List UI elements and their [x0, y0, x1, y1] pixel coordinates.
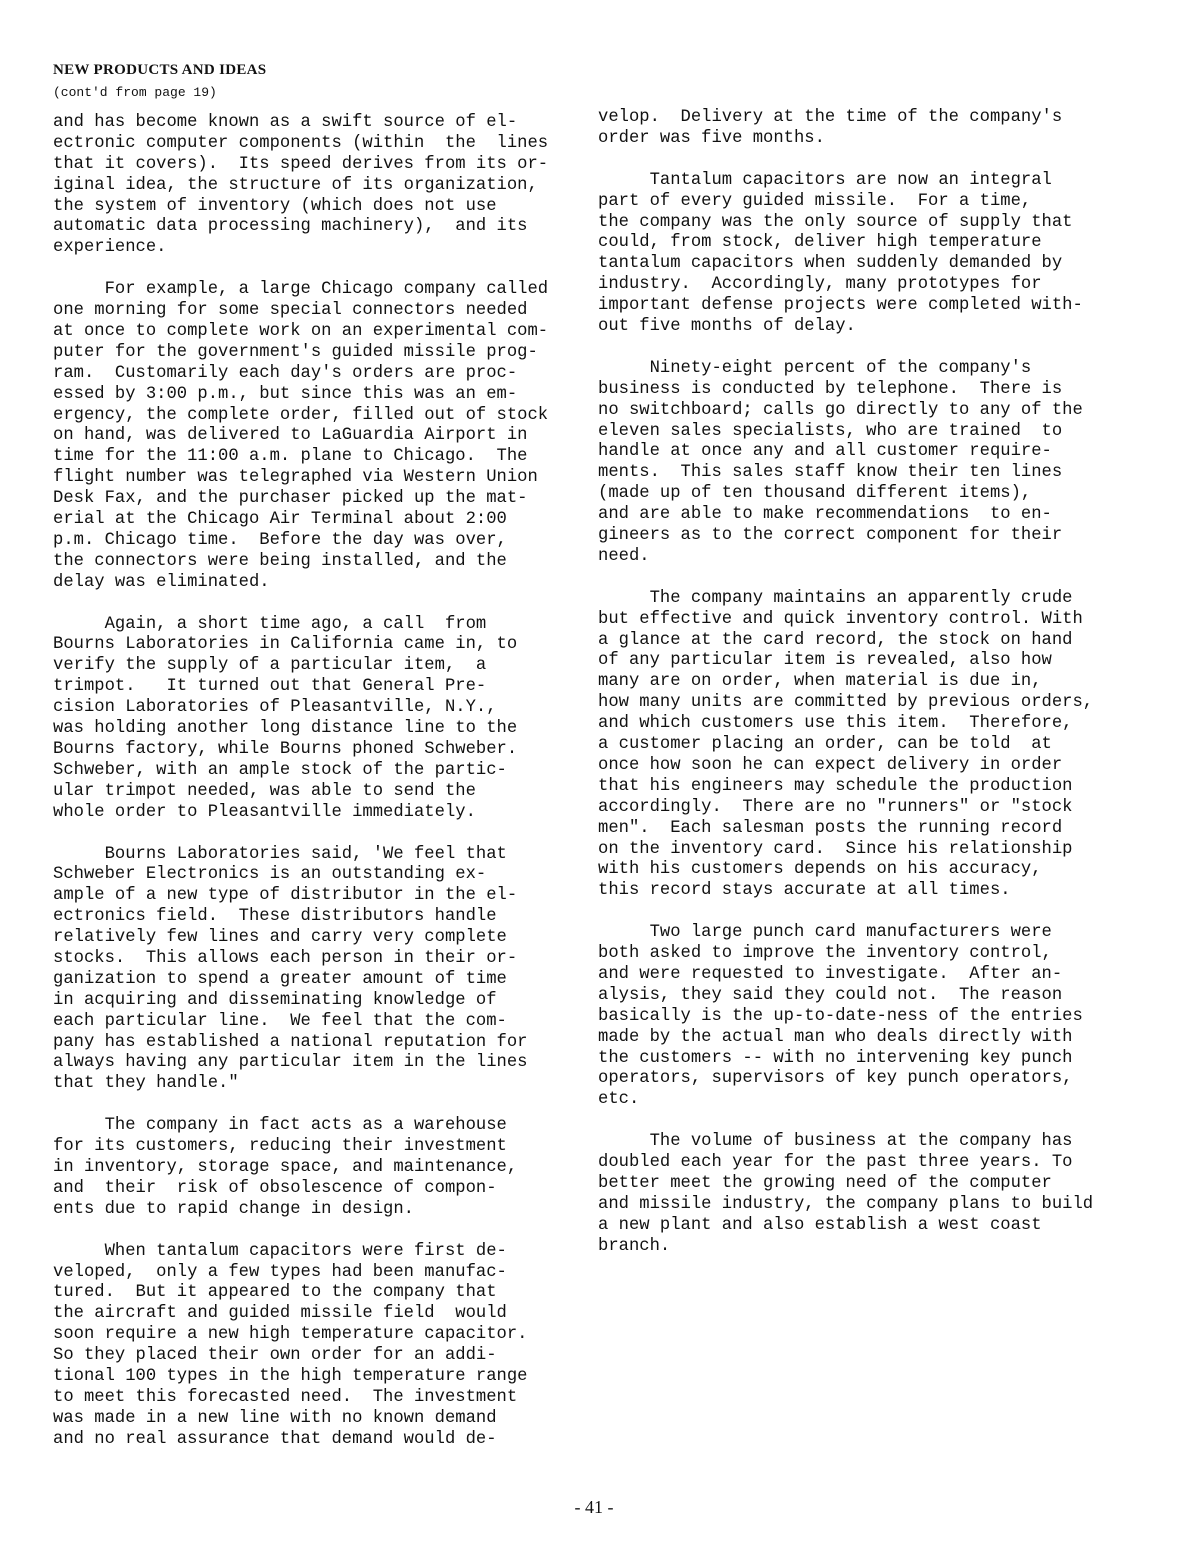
section-title: NEW PRODUCTS AND IDEAS — [53, 62, 267, 78]
text-line: a customer placing an order, can be told at — [598, 735, 1052, 755]
paragraph — [598, 171, 1128, 338]
text-line: Schweber Electronics is an outstanding ex- — [53, 865, 487, 885]
text-line: Bourns Laboratories in California came in, to — [53, 635, 518, 655]
text-line: the connectors were being installed, and the — [53, 551, 507, 571]
text-line: puter for the government's guided missile prog- — [53, 342, 538, 362]
text-line: Bourns factory, while Bourns phoned Schweber. — [53, 739, 518, 759]
paragraph — [598, 923, 1128, 1111]
text-line: industry. Accordingly, many prototypes for — [598, 275, 1042, 295]
text-line: many are on order, when material is due in, — [598, 672, 1042, 692]
text-line: stocks. This allows each person in their or- — [53, 948, 518, 968]
text-line: ganization to spend a greater amount of time — [53, 969, 507, 989]
text-line: automatic data processing machinery), and its — [53, 217, 528, 237]
text-line: but effective and quick inventory control. With — [598, 609, 1083, 629]
continued-note: (cont'd from page 19) — [53, 85, 217, 100]
text-line: and their risk of obsolescence of compon- — [53, 1178, 497, 1198]
text-line: ents due to rapid change in design. — [53, 1199, 414, 1219]
paragraph — [598, 108, 1128, 150]
text-line: with his customers depends on his accuracy, — [598, 860, 1042, 880]
text-line: flight number was telegraphed via Western Union — [53, 468, 538, 488]
text-line: need. — [598, 546, 650, 566]
text-line: and are able to make recommendations to en- — [598, 505, 1052, 525]
paragraph — [53, 845, 573, 1096]
text-line: iginal idea, the structure of its organization, — [53, 175, 538, 195]
text-line: verify the supply of a particular item, a — [53, 656, 487, 676]
text-line: trimpot. It turned out that General Pre- — [53, 677, 487, 697]
text-line: was made in a new line with no known demand — [53, 1408, 497, 1428]
text-line: The volume of business at the company has — [598, 1132, 1073, 1152]
text-line: branch. — [598, 1236, 671, 1256]
text-line: ectronic computer components (within the lines — [53, 133, 549, 153]
paragraph — [53, 1116, 573, 1220]
text-line: operators, supervisors of key punch operators, — [598, 1069, 1073, 1089]
paragraph — [598, 589, 1128, 902]
text-line: tantalum capacitors when suddenly demanded by — [598, 254, 1063, 274]
text-line: eleven sales specialists, who are trained to — [598, 421, 1063, 441]
text-line: on hand, was delivered to LaGuardia Airport in — [53, 426, 528, 446]
text-line: The company maintains an apparently crude — [598, 588, 1073, 608]
text-line: p.m. Chicago time. Before the day was over, — [53, 530, 507, 550]
text-line: was holding another long distance line to the — [53, 719, 518, 739]
text-line: that it covers). Its speed derives from its or- — [53, 154, 549, 174]
text-line: alysis, they said they could not. The reason — [598, 985, 1063, 1005]
text-line: erial at the Chicago Air Terminal about 2:00 — [53, 510, 507, 530]
text-line: one morning for some special connectors needed — [53, 301, 528, 321]
right-column — [598, 108, 1128, 1279]
text-line: ergency, the complete order, filled out of stock — [53, 405, 549, 425]
text-line: and missile industry, the company plans to build — [598, 1194, 1094, 1214]
paragraph — [598, 359, 1128, 568]
text-line: on the inventory card. Since his relationship — [598, 839, 1073, 859]
paragraph — [53, 113, 573, 259]
paragraph — [53, 1242, 573, 1451]
text-line: and which customers use this item. Therefore, — [598, 714, 1073, 734]
text-line: basically is the up-to-date-ness of the entries — [598, 1006, 1083, 1026]
text-line: ular trimpot needed, was able to send the — [53, 781, 476, 801]
text-line: (made up of ten thousand different items), — [598, 484, 1032, 504]
text-line: Schweber, with an ample stock of the partic- — [53, 760, 507, 780]
text-line: ram. Customarily each day's orders are proc- — [53, 363, 518, 383]
text-line: tured. But it appeared to the company that — [53, 1283, 497, 1303]
text-line: this record stays accurate at all times. — [598, 881, 1011, 901]
text-line: cision Laboratories of Pleasantville, N.Y., — [53, 698, 497, 718]
text-line: Bourns Laboratories said, 'We feel that — [53, 844, 507, 864]
text-line: The company in fact acts as a warehouse — [53, 1116, 507, 1136]
text-line: ample of a new type of distributor in the el- — [53, 886, 518, 906]
text-line: gineers as to the correct component for their — [598, 526, 1063, 546]
text-line: essed by 3:00 p.m., but since this was an em- — [53, 384, 518, 404]
text-line: of any particular item is revealed, also how — [598, 651, 1052, 671]
left-column — [53, 113, 573, 1472]
text-line: both asked to improve the inventory control, — [598, 944, 1052, 964]
text-line: So they placed their own order for an addi- — [53, 1346, 497, 1366]
text-line: ments. This sales staff know their ten lines — [598, 463, 1063, 483]
text-line: handle at once any and all customer require- — [598, 442, 1052, 462]
text-line: to meet this forecasted need. The investment — [53, 1387, 518, 1407]
text-line: and were requested to investigate. After an- — [598, 964, 1063, 984]
text-line: experience. — [53, 238, 167, 258]
text-line: veloped, only a few types had been manufac- — [53, 1262, 507, 1282]
text-line: men". Each salesman posts the running record — [598, 818, 1063, 838]
text-line: could, from stock, deliver high temperature — [598, 233, 1042, 253]
text-line: no switchboard; calls go directly to any of the — [598, 400, 1083, 420]
text-line: that they handle." — [53, 1074, 239, 1094]
text-line: Ninety-eight percent of the company's — [598, 358, 1032, 378]
text-line: soon require a new high temperature capacitor. — [53, 1325, 528, 1345]
text-line: Tantalum capacitors are now an integral — [598, 170, 1052, 190]
paragraph — [53, 615, 573, 824]
text-line: order was five months. — [598, 128, 825, 148]
text-line: and no real assurance that demand would de- — [53, 1429, 497, 1449]
text-line: in inventory, storage space, and maintenance, — [53, 1157, 518, 1177]
text-line: a new plant and also establish a west coast — [598, 1215, 1042, 1235]
paragraph — [53, 280, 573, 593]
text-line: better meet the growing need of the computer — [598, 1173, 1052, 1193]
text-line: accordingly. There are no "runners" or "stock — [598, 797, 1073, 817]
text-line: delay was eliminated. — [53, 572, 270, 592]
paragraph — [598, 1132, 1128, 1257]
text-line: time for the 11:00 a.m. plane to Chicago. The — [53, 447, 528, 467]
text-line: once how soon he can expect delivery in order — [598, 755, 1063, 775]
text-line: the aircraft and guided missile field would — [53, 1304, 507, 1324]
page-number: - 41 - — [574, 1497, 614, 1517]
text-line: doubled each year for the past three years. To — [598, 1153, 1073, 1173]
text-line: Desk Fax, and the purchaser picked up the mat- — [53, 489, 528, 509]
text-line: ectronics field. These distributors handle — [53, 907, 497, 927]
text-line: in acquiring and disseminating knowledge of — [53, 990, 497, 1010]
text-line: how many units are committed by previous orders, — [598, 693, 1094, 713]
text-line: out five months of delay. — [598, 317, 856, 337]
text-line: Two large punch card manufacturers were — [598, 923, 1052, 943]
text-line: relatively few lines and carry very complete — [53, 928, 507, 948]
text-line: each particular line. We feel that the com- — [53, 1011, 507, 1031]
text-line: When tantalum capacitors were first de- — [53, 1241, 507, 1261]
text-line: always having any particular item in the lines — [53, 1053, 528, 1073]
text-line: and has become known as a swift source of el- — [53, 113, 518, 132]
text-line: made by the actual man who deals directly with — [598, 1027, 1073, 1047]
text-line: part of every guided missile. For a time, — [598, 191, 1032, 211]
text-line: pany has established a national reputation for — [53, 1032, 528, 1052]
text-line: for its customers, reducing their investment — [53, 1137, 507, 1157]
text-line: at once to complete work on an experimental com- — [53, 322, 549, 342]
text-line: the system of inventory (which does not use — [53, 196, 497, 216]
text-line: velop. Delivery at the time of the company's — [598, 108, 1063, 127]
text-line: etc. — [598, 1090, 640, 1110]
text-line: the company was the only source of supply that — [598, 212, 1073, 232]
text-line: For example, a large Chicago company called — [53, 280, 549, 300]
text-line: that his engineers may schedule the production — [598, 776, 1073, 796]
text-line: the customers -- with no intervening key punch — [598, 1048, 1073, 1068]
text-line: important defense projects were completed with- — [598, 296, 1083, 316]
text-line: a glance at the card record, the stock on hand — [598, 630, 1073, 650]
text-line: Again, a short time ago, a call from — [53, 614, 487, 634]
text-line: whole order to Pleasantville immediately. — [53, 802, 476, 822]
text-line: business is conducted by telephone. There is — [598, 379, 1063, 399]
text-line: tional 100 types in the high temperature range — [53, 1366, 528, 1386]
